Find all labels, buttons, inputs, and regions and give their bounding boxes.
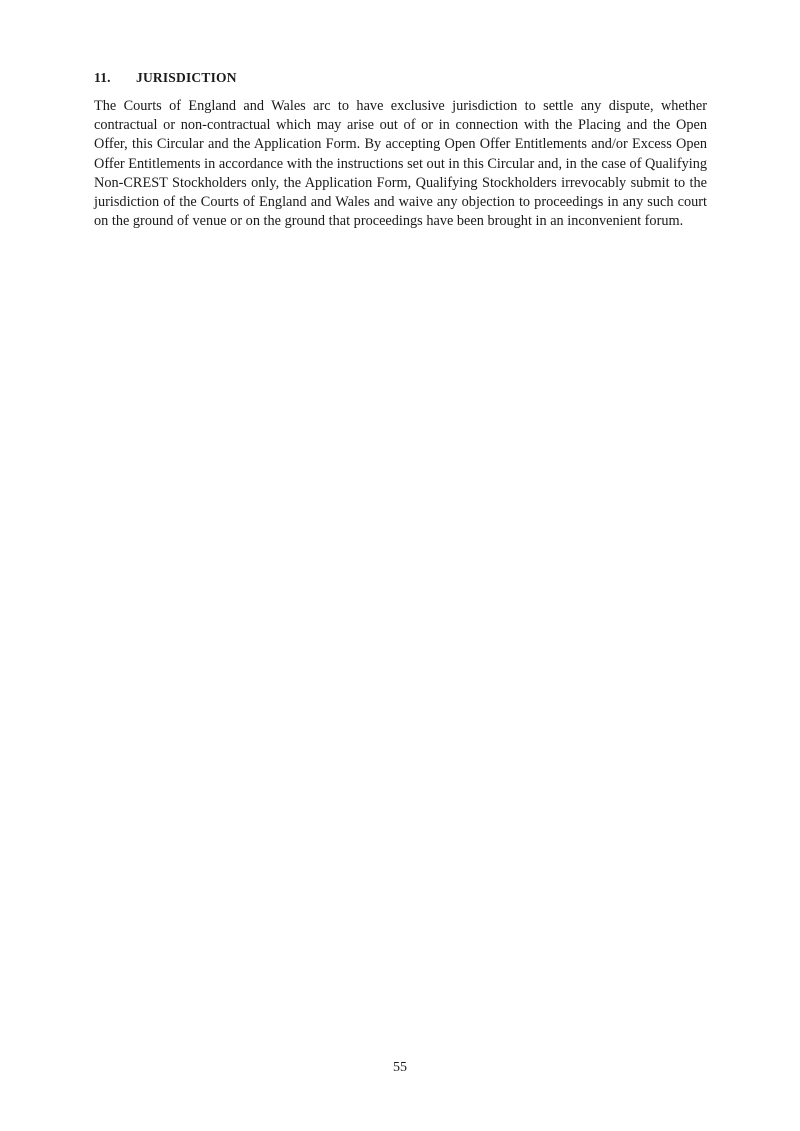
page-content xyxy=(94,70,707,231)
section-heading xyxy=(94,70,707,86)
page-number: 55 xyxy=(393,1060,407,1075)
section-title: JURISDICTION xyxy=(136,70,237,85)
jurisdiction-paragraph: The Courts of England and Wales arc to have exclusive jurisdiction to settle any dispute, whether contractual or non-contractual which may arise out of or in connection with the Placing and the Open Offer, this Circular and the Application Form. By accepting Open Offer Entitlements and/or Excess Open Offer Entitlements in accordance with the instructions set out in this Circular and, in the case of Qualifying Non-CREST Stockholders only, the Application Form, Qualifying Stockholders irrevocably submit to the jurisdiction of the Courts of England and Wales and waive any objection to proceedings in any such court on the ground of venue or on the ground that proceedings have been brought in an inconvenient forum. xyxy=(94,98,707,230)
section-number: 11. xyxy=(94,70,111,85)
